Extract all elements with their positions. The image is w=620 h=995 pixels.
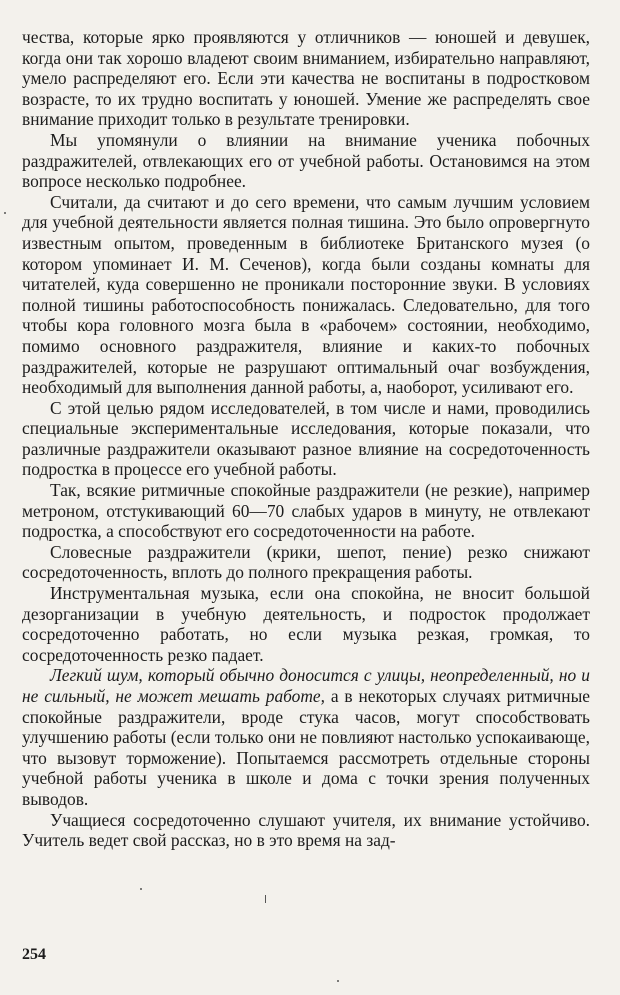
paragraph-3-text: Считали, да считают и до сего времени, что самым лучшим условием для учебной деятельности является полная тишина. Это было опровергнуто известным опытом, проведенным в библиотеке Британского музея (о котором упоминает И. М. Сеченов), когда были созданы комнаты для читателей, куда совершенно не проникали посторонние звуки. В условиях полной тишины работоспособность понижалась. Следовательно, для того чтобы кора головного мозга была в «рабочем» состоянии, необходимо, помимо основного раздражителя, влияние и каких-то побочных раздражителей, которые не разрушают оптимальный очаг возбуждения, необходимый для выполнения данной работы, а, наоборот, усиливают его.	[22, 191, 590, 398]
paragraph-4	[22, 398, 590, 480]
paragraph-9-text: Учащиеся сосредоточенно слушают учителя, их внимание устойчиво. Учитель ведет свой рассказ, но в это время на зад-	[22, 809, 590, 851]
paragraph-2-text: Мы упомянули о влиянии на внимание ученика побочных раздражителей, отвлекающих его от учебной работы. Остановимся на этом вопросе несколько подробнее.	[22, 129, 590, 192]
scan-speck	[337, 980, 339, 982]
page-number: 254	[22, 946, 46, 963]
paragraph-5	[22, 480, 590, 542]
paragraph-5-text: Так, всякие ритмичные спокойные раздражители (не резкие), например метроном, отстукивающий 60—70 слабых ударов в минуту, не отвлекают подростка, а способствуют его сосредоточенности на работе.	[22, 480, 590, 542]
paragraph-1	[22, 27, 590, 130]
paragraph-6-text: Словесные раздражители (крики, шепот, пение) резко снижают сосредоточенность, вплоть до полного прекращения работы.	[22, 541, 590, 583]
paragraph-1-text: чества, которые ярко проявляются у отличников — юношей и девушек, когда они так хорошо владеют своим вниманием, избирательно направляют, умело распределяют его. Если эти качества не воспитаны в подростковом возрасте, то их трудно воспитать у юношей. Умение же распределять свое внимание приходит только в результате тренировки.	[22, 27, 590, 130]
scan-speck	[140, 888, 142, 890]
scan-speck	[4, 212, 6, 214]
paragraph-8-text: а в некоторых случаях ритмичные спокойные раздражители, вроде стука часов, могут способствовать улучшению работы (если только они не повлияют настолько успокаивающе, что вызовут торможение). Попытаемся рассмотреть отдельные стороны учебной работы ученика в школе и дома с точки зрения полученных выводов.	[22, 686, 590, 809]
paragraph-9	[22, 810, 590, 851]
paragraph-3	[22, 192, 590, 398]
paragraph-2	[22, 130, 590, 192]
paragraph-8-italic-text: Легкий шум, который обычно доносится с улицы, неопределенный, но и не сильный, не может мешать работе,	[22, 665, 590, 706]
scan-speck	[265, 895, 266, 903]
paragraph-6	[22, 542, 590, 583]
paragraph-7	[22, 583, 590, 665]
paragraph-8	[22, 665, 590, 809]
page-body	[22, 27, 590, 851]
paragraph-7-text: Инструментальная музыка, если она спокойна, не вносит большой дезорганизации в учебную деятельность, и подросток продолжает сосредоточенно работать, но если музыка резкая, громкая, то сосредоточенность резко падает.	[22, 583, 590, 665]
paragraph-4-text: С этой целью рядом исследователей, в том числе и нами, проводились специальные экспериментальные исследования, которые показали, что различные раздражители оказывают разное влияние на сосредоточенность подростка в процессе его учебной работы.	[22, 397, 590, 480]
